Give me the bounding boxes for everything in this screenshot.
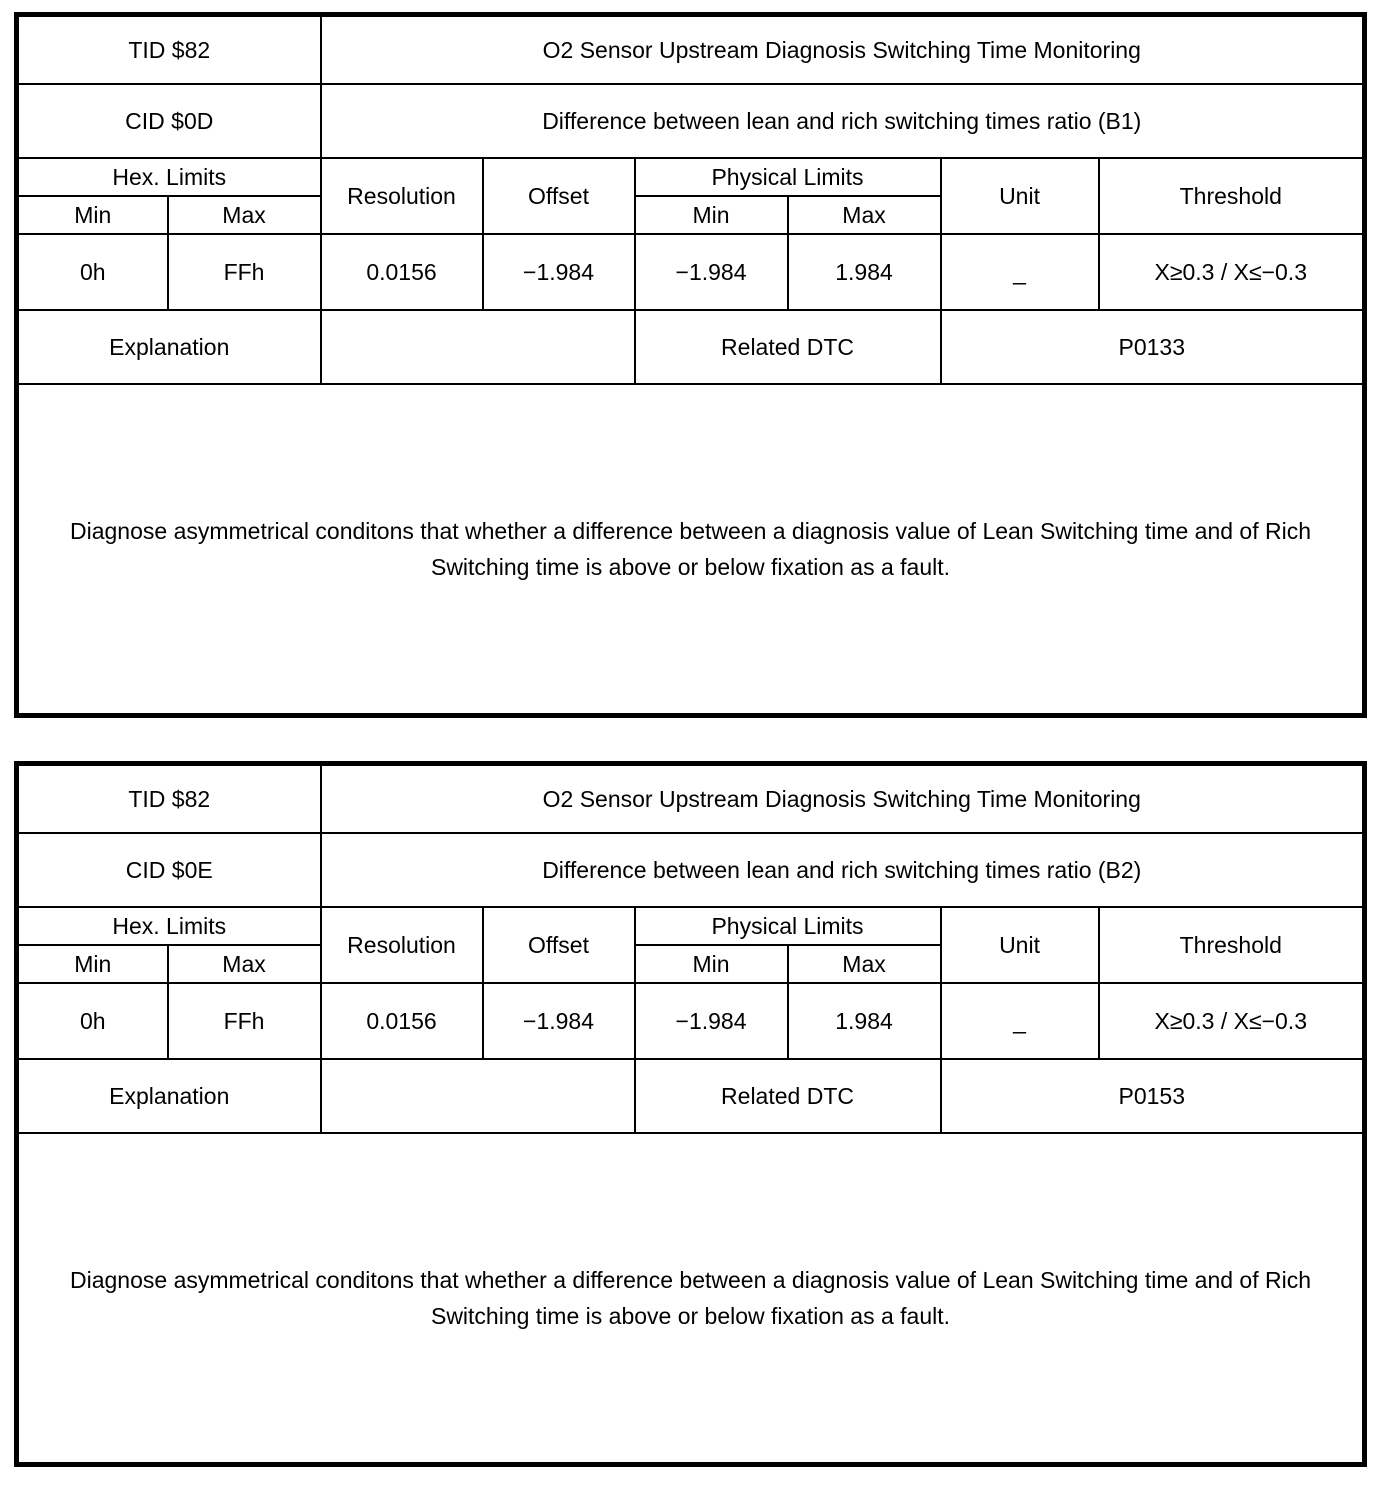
description-cell: Difference between lean and rich switching times ratio (B1) (321, 84, 1365, 158)
offset-value: −1.984 (483, 983, 635, 1059)
description-cell: Difference between lean and rich switching times ratio (B2) (321, 833, 1365, 907)
unit-value: _ (941, 983, 1099, 1059)
threshold-value: X≥0.3 / X≤−0.3 (1099, 234, 1365, 310)
explanation-label: Explanation (17, 310, 321, 384)
offset-value: −1.984 (483, 234, 635, 310)
hex-limits-header: Hex. Limits (17, 158, 321, 196)
phys-min-value: −1.984 (635, 234, 788, 310)
physical-limits-header: Physical Limits (635, 158, 941, 196)
empty-cell (321, 310, 635, 384)
tid-cell: TID $82 (17, 15, 321, 85)
hex-min-header: Min (17, 945, 168, 983)
hex-max-value: FFh (168, 234, 321, 310)
explanation-text-row (17, 384, 1365, 716)
empty-cell (321, 1059, 635, 1133)
hex-max-value: FFh (168, 983, 321, 1059)
explanation-label: Explanation (17, 1059, 321, 1133)
cid-cell: CID $0D (17, 84, 321, 158)
unit-header: Unit (941, 158, 1099, 234)
offset-header: Offset (483, 907, 635, 983)
cid-row (17, 84, 1365, 158)
values-row (17, 234, 1365, 310)
tid-row (17, 764, 1365, 834)
resolution-header: Resolution (321, 907, 483, 983)
phys-max-value: 1.984 (788, 234, 941, 310)
resolution-value: 0.0156 (321, 983, 483, 1059)
phys-max-header: Max (788, 945, 941, 983)
group-header-row (17, 158, 1365, 196)
spec-table-cid-0e (14, 761, 1367, 1467)
cid-cell: CID $0E (17, 833, 321, 907)
related-dtc-label: Related DTC (635, 310, 941, 384)
explanation-row (17, 1059, 1365, 1133)
phys-min-value: −1.984 (635, 983, 788, 1059)
threshold-value: X≥0.3 / X≤−0.3 (1099, 983, 1365, 1059)
unit-header: Unit (941, 907, 1099, 983)
hex-min-value: 0h (17, 234, 168, 310)
tid-cell: TID $82 (17, 764, 321, 834)
cid-row (17, 833, 1365, 907)
explanation-row (17, 310, 1365, 384)
threshold-header: Threshold (1099, 158, 1365, 234)
resolution-header: Resolution (321, 158, 483, 234)
related-dtc-label: Related DTC (635, 1059, 941, 1133)
resolution-value: 0.0156 (321, 234, 483, 310)
spec-table-cid-0d (14, 12, 1367, 718)
values-row (17, 983, 1365, 1059)
hex-min-value: 0h (17, 983, 168, 1059)
threshold-header: Threshold (1099, 907, 1365, 983)
hex-max-header: Max (168, 945, 321, 983)
phys-max-header: Max (788, 196, 941, 234)
hex-limits-header: Hex. Limits (17, 907, 321, 945)
physical-limits-header: Physical Limits (635, 907, 941, 945)
group-header-row (17, 907, 1365, 945)
offset-header: Offset (483, 158, 635, 234)
title-cell: O2 Sensor Upstream Diagnosis Switching Time Monitoring (321, 764, 1365, 834)
title-cell: O2 Sensor Upstream Diagnosis Switching Time Monitoring (321, 15, 1365, 85)
phys-min-header: Min (635, 196, 788, 234)
related-dtc-value: P0133 (941, 310, 1365, 384)
unit-value: _ (941, 234, 1099, 310)
hex-max-header: Max (168, 196, 321, 234)
phys-max-value: 1.984 (788, 983, 941, 1059)
phys-min-header: Min (635, 945, 788, 983)
explanation-text: Diagnose asymmetrical conditons that whether a difference between a diagnosis value of Lean Switching time and of Rich Switching time is above or below fixation as a fault. (17, 384, 1365, 716)
related-dtc-value: P0153 (941, 1059, 1365, 1133)
explanation-text: Diagnose asymmetrical conditons that whether a difference between a diagnosis value of Lean Switching time and of Rich Switching time is above or below fixation as a fault. (17, 1133, 1365, 1465)
hex-min-header: Min (17, 196, 168, 234)
explanation-text-row (17, 1133, 1365, 1465)
tid-row (17, 15, 1365, 85)
